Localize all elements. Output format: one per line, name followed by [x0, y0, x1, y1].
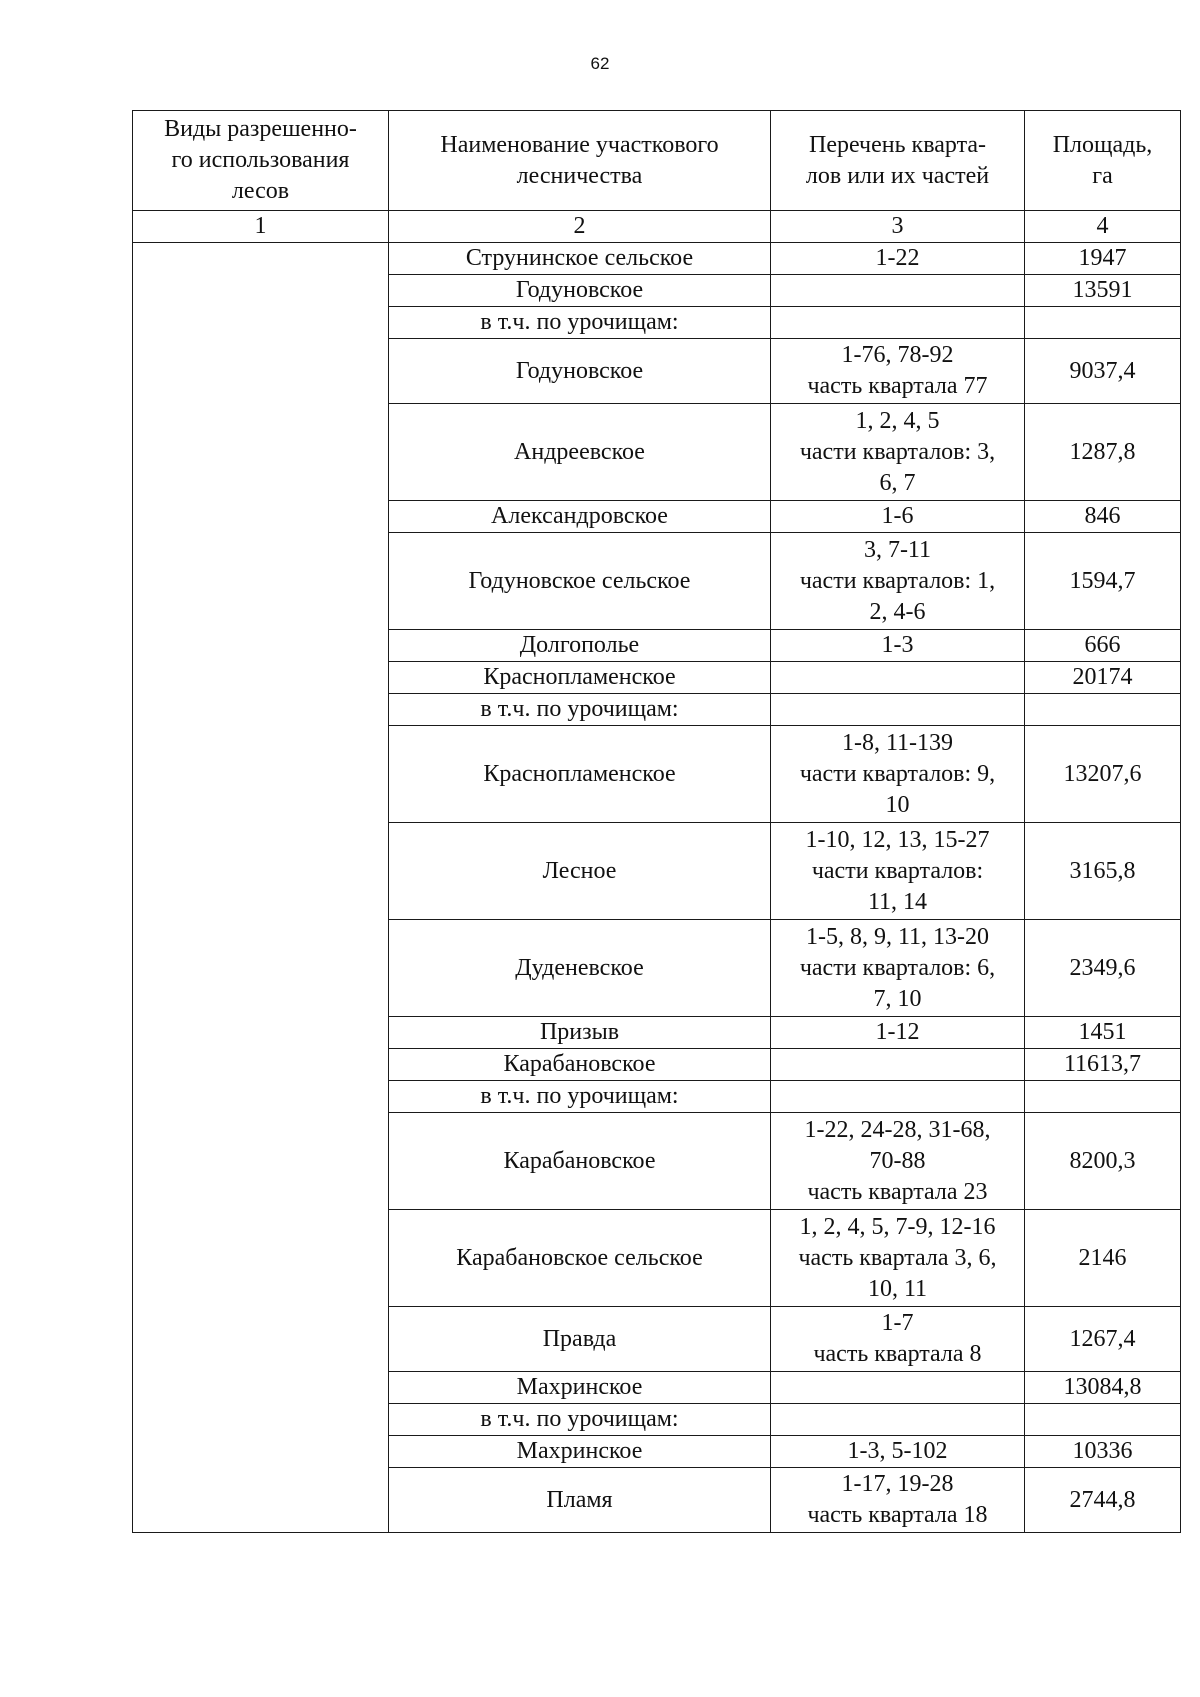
quarters-cell	[771, 920, 1025, 1017]
kind-of-use-cell	[133, 243, 389, 1533]
forestry-name-cell: в т.ч. по урочищам:	[389, 694, 771, 726]
forestry-name-cell: Карабановское	[389, 1113, 771, 1210]
quarters-line: 10	[885, 791, 910, 818]
area-cell: 1451	[1025, 1017, 1181, 1049]
quarters-cell	[771, 404, 1025, 501]
quarters-line: части кварталов:	[811, 857, 984, 884]
forestry-name-cell: Годуновское	[389, 339, 771, 404]
area-cell: 3165,8	[1025, 823, 1181, 920]
quarters-cell	[771, 501, 1025, 533]
forestry-name-cell: Призыв	[389, 1017, 771, 1049]
forestry-name-cell: Карабановское	[389, 1049, 771, 1081]
quarters-line: 1-5, 8, 9, 11, 13-20	[805, 923, 990, 950]
area-cell: 846	[1025, 501, 1181, 533]
quarters-cell	[771, 694, 1025, 726]
quarters-cell	[771, 339, 1025, 404]
quarters-line: 11, 14	[867, 888, 928, 915]
quarters-line: 10, 11	[867, 1275, 928, 1302]
quarters-line: 1-6	[881, 503, 914, 529]
forestry-name-cell: Правда	[389, 1307, 771, 1372]
forestry-name-cell: Андреевское	[389, 404, 771, 501]
quarters-line: часть квартала 23	[807, 1178, 988, 1205]
quarters-cell	[771, 1372, 1025, 1404]
forestry-name-cell: Лесное	[389, 823, 771, 920]
quarters-line: 6, 7	[879, 469, 916, 496]
column-number: 3	[771, 211, 1025, 243]
area-cell: 13207,6	[1025, 726, 1181, 823]
quarters-line: часть квартала 77	[807, 373, 988, 399]
area-cell: 8200,3	[1025, 1113, 1181, 1210]
area-cell: 2349,6	[1025, 920, 1181, 1017]
forestry-name-cell: Краснопламенское	[389, 726, 771, 823]
forestry-name-cell: в т.ч. по урочищам:	[389, 1081, 771, 1113]
forestry-name-cell: в т.ч. по урочищам:	[389, 307, 771, 339]
forestry-name-cell: Дуденевское	[389, 920, 771, 1017]
quarters-line: 1-3, 5-102	[847, 1438, 948, 1464]
area-cell	[1025, 307, 1181, 339]
header-quarters: Перечень кварта- лов или их частей	[771, 111, 1025, 211]
quarters-cell	[771, 1468, 1025, 1533]
area-cell: 11613,7	[1025, 1049, 1181, 1081]
quarters-line: 1-8, 11-139	[841, 729, 954, 756]
quarters-line: части кварталов: 6,	[799, 954, 996, 981]
area-cell: 1287,8	[1025, 404, 1181, 501]
quarters-cell	[771, 275, 1025, 307]
column-number: 1	[133, 211, 389, 243]
quarters-line: 1-76, 78-92	[841, 342, 954, 368]
quarters-line: часть квартала 8	[813, 1341, 982, 1367]
forestry-name-cell: Пламя	[389, 1468, 771, 1533]
quarters-cell	[771, 726, 1025, 823]
forestry-name-cell: Долгополье	[389, 630, 771, 662]
quarters-cell	[771, 1081, 1025, 1113]
quarters-line: части кварталов: 1,	[799, 567, 996, 594]
column-number: 2	[389, 211, 771, 243]
area-cell: 666	[1025, 630, 1181, 662]
area-cell: 20174	[1025, 662, 1181, 694]
quarters-line: 1-10, 12, 13, 15-27	[805, 826, 990, 853]
quarters-cell	[771, 1049, 1025, 1081]
quarters-line: 70-88	[869, 1147, 926, 1174]
quarters-line: часть квартала 18	[807, 1502, 988, 1528]
area-cell: 10336	[1025, 1436, 1181, 1468]
area-cell	[1025, 694, 1181, 726]
quarters-line: 1-7	[881, 1310, 914, 1336]
forestry-name-cell: Махринское	[389, 1436, 771, 1468]
quarters-cell	[771, 1210, 1025, 1307]
table-header-row	[133, 111, 1181, 211]
forestry-name-cell: Краснопламенское	[389, 662, 771, 694]
forestry-name-cell: Махринское	[389, 1372, 771, 1404]
quarters-line: 1, 2, 4, 5	[855, 407, 940, 434]
forestry-name-cell: в т.ч. по урочищам:	[389, 1404, 771, 1436]
quarters-cell	[771, 1436, 1025, 1468]
quarters-line: 7, 10	[873, 985, 922, 1012]
page-number: 62	[590, 54, 610, 73]
area-cell: 1594,7	[1025, 533, 1181, 630]
quarters-cell	[771, 243, 1025, 275]
quarters-line: 1-3	[881, 632, 914, 658]
quarters-cell	[771, 1404, 1025, 1436]
quarters-line: 1, 2, 4, 5, 7-9, 12-16	[799, 1213, 996, 1240]
area-cell	[1025, 1404, 1181, 1436]
quarters-cell	[771, 1113, 1025, 1210]
quarters-cell	[771, 662, 1025, 694]
quarters-cell	[771, 1307, 1025, 1372]
quarters-line: 1-22, 24-28, 31-68,	[804, 1116, 991, 1143]
quarters-line: 1-12	[875, 1019, 920, 1045]
forest-table	[132, 110, 1181, 1533]
forestry-name-cell: Карабановское сельское	[389, 1210, 771, 1307]
quarters-cell	[771, 533, 1025, 630]
forestry-name-cell: Годуновское	[389, 275, 771, 307]
header-kind-of-use: Виды разрешенно- го использования лесов	[133, 111, 389, 211]
area-cell: 1267,4	[1025, 1307, 1181, 1372]
forestry-name-cell: Александровское	[389, 501, 771, 533]
quarters-cell	[771, 1017, 1025, 1049]
area-cell: 2146	[1025, 1210, 1181, 1307]
quarters-cell	[771, 823, 1025, 920]
area-cell: 2744,8	[1025, 1468, 1181, 1533]
quarters-line: 1-17, 19-28	[841, 1471, 954, 1497]
quarters-line: 1-22	[875, 245, 920, 271]
forestry-name-cell: Годуновское сельское	[389, 533, 771, 630]
area-cell: 13591	[1025, 275, 1181, 307]
table-row	[133, 243, 1181, 275]
quarters-cell	[771, 630, 1025, 662]
column-number: 4	[1025, 211, 1181, 243]
area-cell	[1025, 1081, 1181, 1113]
header-forestry-name: Наименование участкового лесничества	[389, 111, 771, 211]
area-cell: 13084,8	[1025, 1372, 1181, 1404]
quarters-line: 3, 7-11	[863, 536, 932, 563]
quarters-line: части кварталов: 3,	[799, 438, 996, 465]
quarters-line: часть квартала 3, 6,	[798, 1244, 997, 1271]
forestry-name-cell: Струнинское сельское	[389, 243, 771, 275]
quarters-line: части кварталов: 9,	[799, 760, 996, 787]
column-number-row	[133, 211, 1181, 243]
area-cell: 1947	[1025, 243, 1181, 275]
quarters-cell	[771, 307, 1025, 339]
area-cell: 9037,4	[1025, 339, 1181, 404]
header-area: Площадь, га	[1025, 111, 1181, 211]
quarters-line: 2, 4-6	[869, 598, 926, 625]
table-body	[133, 243, 1181, 1533]
